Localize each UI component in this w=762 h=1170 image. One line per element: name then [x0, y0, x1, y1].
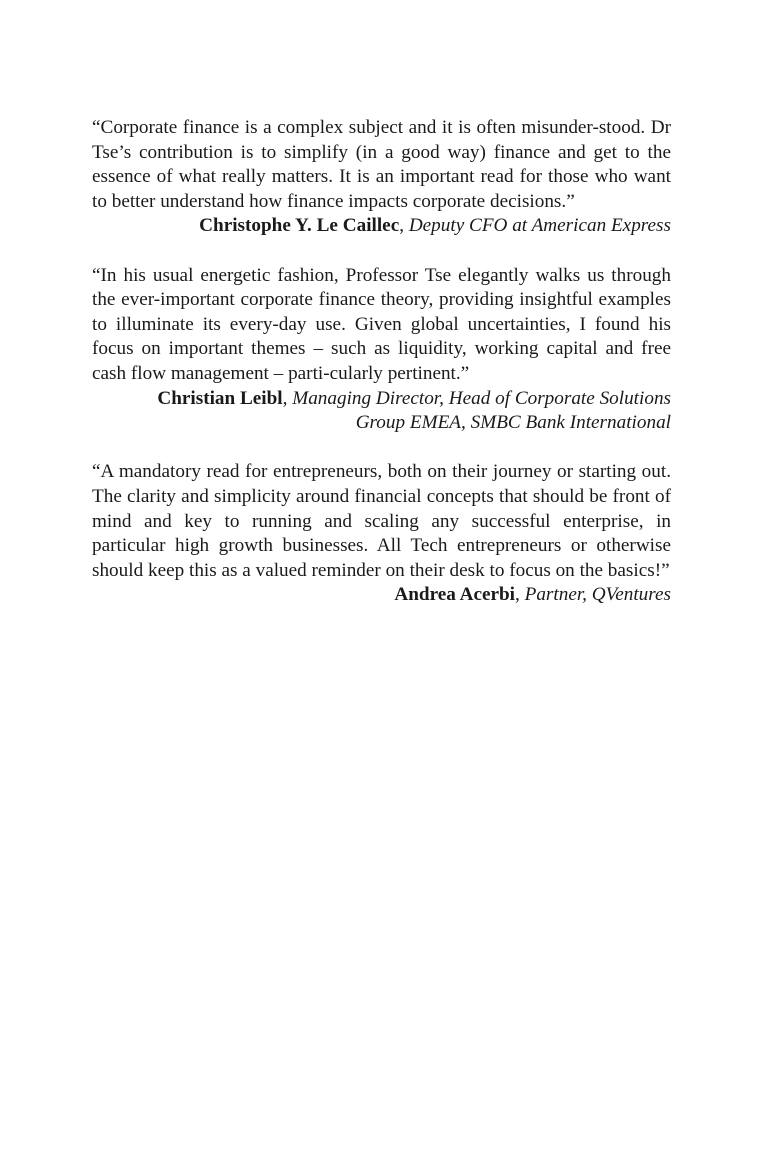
- endorsement-3: [92, 460, 671, 608]
- spacer: [92, 436, 671, 461]
- endorsement-quote: “In his usual energetic fashion, Professor Tse elegantly walks us through the ever-important corporate finance theory, providing insightful examples to illuminate its every-day use. Given global uncertainties, I found his focus on important themes – such as liquidity, working capital and free cash flow management – parti-cularly pertinent.”: [92, 264, 671, 384]
- endorsement-quote: “Corporate finance is a complex subject and it is often misunder-stood. Dr Tse’s contribution is to simplify (in a good way) finance and get to the essence of what really matters. It is an important read for those who want to better understand how finance impacts corporate decisions.”: [92, 117, 671, 212]
- endorsement-2: [92, 264, 671, 436]
- endorser-name: Christian Leibl: [157, 387, 283, 409]
- attribution-separator: ,: [399, 215, 409, 237]
- attribution-separator: ,: [515, 584, 525, 606]
- endorser-role: Managing Director, Head of Corporate Solutions Group EMEA, SMBC Bank International: [292, 387, 671, 434]
- endorser-name: Christophe Y. Le Caillec: [199, 215, 400, 237]
- endorsement-attribution: [92, 583, 671, 608]
- endorsement-quote: “A mandatory read for entrepreneurs, both on their journey or starting out. The clarity and simplicity around financial concepts that should be front of mind and key to running and scaling any successful enterprise, in particular high growth businesses. All Tech entrepreneurs or otherwise should keep this as a valued reminder on their desk to focus on the basics!”: [92, 461, 671, 581]
- endorsement-attribution: [92, 214, 671, 239]
- endorsement-1: [92, 116, 671, 239]
- endorser-name: Andrea Acerbi: [394, 584, 516, 606]
- attribution-separator: ,: [282, 387, 293, 409]
- endorsements-page: [92, 116, 671, 608]
- spacer: [92, 239, 671, 264]
- endorser-role: Partner, QVentures: [524, 584, 671, 606]
- endorser-role: Deputy CFO at American Express: [408, 215, 671, 237]
- endorsement-attribution: [92, 387, 671, 436]
